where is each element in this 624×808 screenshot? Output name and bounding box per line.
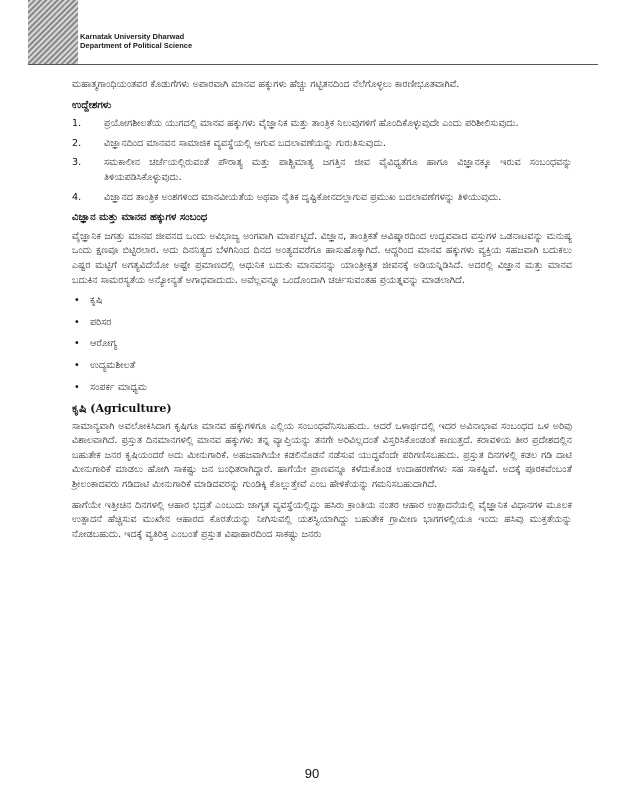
objective-text: ಪ್ರಯೋಗಶೀಲತೆಯ ಯುಗದಲ್ಲಿ ಮಾನವ ಹಕ್ಕುಗಳು ವೈಜ್ಞಾನಿಕ ಮತ್ತು ತಾಂತ್ರಿಕ ನಿಲುವುಗಳಿಗೆ ಹೊಂದಿಕೊಳ್ಳುವುದೇ ಎಂದು ಪರಿಶೀಲಿಸುವುದು. xyxy=(104,118,519,130)
header-decoration xyxy=(28,0,78,64)
header-department: Department of Political Science xyxy=(80,41,193,50)
topic-label: ಸಂಪರ್ಕ ಮಾಧ್ಯಮ xyxy=(90,381,147,393)
header-divider xyxy=(28,64,598,65)
objective-text: ಸಮಕಾಲೀನ ಚರ್ಚೆಯಲ್ಲಿರುವಂತೆ ಪೌರಾತ್ಯ ಮತ್ತು ಪಾಶ್ಚಿಮಾತ್ಯ ಜಗತ್ತಿನ ಜೀವ ವೈವಿಧ್ಯತೆಗೂ ಹಾಗೂ ವಿಜ್ಞಾನಕ್ಕೂ ಇರುವ ಸಂಬಂಧವನ್ನು ತಿಳಿಯಪಡಿಸಿಕೊಳ್ಳುವುದು. xyxy=(104,157,572,183)
objectives-list xyxy=(72,117,572,205)
objective-item xyxy=(72,156,572,185)
bullet-icon: • xyxy=(74,338,80,350)
objective-text: ವಿಜ್ಞಾನದ ತಾಂತ್ರಿಕ ಅಂಶಗಳಿಂದ ಮಾನವೀಯತೆಯ ಅಥವಾ ನೈತಿಕ ದೃಷ್ಟಿಕೋನದಲ್ಲಾಗುವ ಪ್ರಮುಖ ಬದಲಾವಣೆಗಳನ್ನು ತಿಳಿಯುವುದು. xyxy=(104,191,502,203)
objective-number: 1. xyxy=(72,118,82,130)
header-university: Karnatak University Dharwad xyxy=(80,32,185,41)
objective-item xyxy=(72,117,572,132)
page-header xyxy=(80,32,192,50)
topic-item xyxy=(72,316,572,331)
topic-item xyxy=(72,337,572,352)
topic-item xyxy=(72,359,572,374)
agriculture-paragraph-1: ಸಾಮಾನ್ಯವಾಗಿ ಅವಲೋಕಿಸಿದಾಗ ಕೃಷಿಗೂ ಮಾನವ ಹಕ್ಕುಗಳಿಗೂ ಎಲ್ಲಿಯ ಸಂಬಂಧವೆನಿಸಬಹುದು. ಆದರೆ ಒಳಾರ್ಥದಲ್ಲಿ ಇದರ ಅವಿನಾಭಾವ ಸಂಬಂಧದ ಒಳ ಅರಿವು ವಿಶಾಲವಾಗಿದೆ. ಪ್ರಸ್ತುತ ದಿನಮಾನಗಳಲ್ಲಿ ಮಾನವ ಹಕ್ಕುಗಳು ತನ್ನ ವ್ಯಾಪ್ತಿಯನ್ನು ತನಗೇ ಅರಿವಿಲ್ಲದಂತೆ ವಿಸ್ತರಿಸಿಕೊಂಡಂತೆ ಕಾಣುತ್ತದೆ. ಕರಾವಳಿಯ ತೀರ ಪ್ರದೇಶದಲ್ಲಿನ ಬಹುತೇಕ ಜನರ ಕೃಷಿಯಂದರೆ ಅದು ಮೀನುಗಾರಿಕೆ. ಅಹಜವಾಗಿಯೇ ಕಡಲಿನೊಡನೆ ನಡೆಸುವ ಯುದ್ಧವೆಂದೇ ಪರಿಗಣಿಸಬಹುದು. ಪ್ರಸ್ತುತ ದಿನಗಳಲ್ಲಿ ಕಡಲ ಗಡಿ ದಾಟಿ ಮೀನುಗಾರಿಕೆ ಮಾಡಲು ಹೋಗಿ ಸಾಕಷ್ಟು ಜನ ಬಂಧಿತರಾಗಿದ್ದಾರೆ. ಹಾಗೆಯೇ ಪ್ರಾಣವನ್ನೂ ಕಳೆದುಕೊಂಡ ಉದಾಹರಣೆಗಳು ಸಹ ಸಾಕಷ್ಟಿವೆ. ಅದಕ್ಕೆ ಪೂರಕವೆಂಬಂತೆ ಶ್ರೀಲಂಕಾದವರು ಗಡಿದಾಟಿ ಮೀನುಗಾರಿಕೆ ಮಾಡಿದವರನ್ನು ಗುಂಡಿಕ್ಕಿ ಕೊಲ್ಲುತ್ತೇವೆ ಎಂಬ ಹೇಳಿಕೆಯನ್ನು ಗಮನಿಸಬಹುದಾಗಿದೆ. xyxy=(72,420,572,491)
agriculture-heading-en: (Agriculture) xyxy=(90,402,172,416)
topic-label: ಕೃಷಿ xyxy=(90,295,103,307)
objective-item xyxy=(72,137,572,152)
bullet-icon: • xyxy=(74,381,80,393)
objective-number: 2. xyxy=(72,137,82,149)
science-human-rights-paragraph: ವೈಜ್ಞಾನಿಕ ಜಗತ್ತು ಮಾನವ ಜೀವನದ ಒಂದು ಅವಿಭಾಜ್ಯ ಅಂಗವಾಗಿ ಮಾರ್ಪಟ್ಟಿದೆ. ವಿಜ್ಞಾನ, ತಾಂತ್ರಿಕತೆ ಆವಿಷ್ಕಾರದಿಂದ ಉದ್ಭವವಾದ ವಸ್ತುಗಳ ಒಡನಾಟವನ್ನು ಮನುಷ್ಯ ಒಂದು ಕ್ಷಣವೂ ಬಿಟ್ಟಿರಲಾರ. ಅದು ದಿನನಿತ್ಯದ ಬೆಳಗಿನಿಂದ ದಿನದ ಅಂತ್ಯದವರೆಗೂ ಹಾಸುಹೊಕ್ಕಾಗಿದೆ. ಆದ್ದರಿಂದ ಮಾನವ ಹಕ್ಕುಗಳು ವ್ಯಕ್ತಿಯ ಸಹಜವಾಗಿ ಬದುಕಲು ಎಷ್ಟರ ಮಟ್ಟಿಗೆ ಅಗತ್ಯವಿದೆಯೋ ಅಷ್ಟೇ ಪ್ರಮಾಣದಲ್ಲಿ ಆಧುನಿಕ ಬದುಕು ಮಾನವನನ್ನು ಯಾಂತ್ರೀಕೃತ ಜೀವನಕ್ಕೆ ಅಡಿಯನ್ನಿಡಿಸಿದೆ. ಅದರಲ್ಲಿ ವಿಜ್ಞಾನ ಮತ್ತು ಮಾನವ ಬದುಕಿನ ಸಾಮರಸ್ಯತೆಯ ಅನ್ಯೋನ್ಯತೆ ಅಗಾಧವಾದುದು. ಅವೆಲ್ಲವನ್ನೂ ಒಂದೊಂದಾಗಿ ಚರ್ಚಿಸುವಂತಹ ಪ್ರಯತ್ನವನ್ನು ಮಾಡಲಾಗಿದೆ. xyxy=(72,230,572,286)
bullet-icon: • xyxy=(74,295,80,307)
intro-paragraph: ಮಹಾತ್ಮಗಾಂಧಿಯಂತವರ ಕೊಡುಗೆಗಳು ಅಪಾರವಾಗಿ ಮಾನವ ಹಕ್ಕುಗಳು ಹೆಚ್ಚು ಗಟ್ಟಿತನದಿಂದ ನೆಲೆಗೊಳ್ಳಲು ಕಾರಣೀಭೂತವಾಗಿವೆ. xyxy=(72,79,460,90)
objective-text: ವಿಜ್ಞಾನದಿಂದ ಮಾನವನ ಸಾಮಾಜಿಕ ವ್ಯವಸ್ಥೆಯಲ್ಲಿ ಆಗುವ ಬದಲಾವಣೆಯನ್ನು ಗುರುತಿಸುವುದು. xyxy=(104,137,386,149)
objective-item xyxy=(72,191,572,206)
page-number: 90 xyxy=(304,766,320,781)
agriculture-paragraph-2: ಹಾಗೆಯೇ ಇತ್ತೀಚಿನ ದಿನಗಳಲ್ಲಿ ಆಹಾರ ಭದ್ರತೆ ಎಂಬುದು ಜಾಗೃತ ವ್ಯವಸ್ಥೆಯಲ್ಲಿದ್ದು ಹಸಿರು ಕ್ರಾಂತಿಯ ನಂತರ ಆಹಾರ ಉತ್ಪಾದನೆಯಲ್ಲಿ ವೈಜ್ಞಾನಿಕ ವಿಧಾನಗಳ ಮೂಲಕ ಉತ್ಪಾದನೆ ಹೆಚ್ಚಿಸುವ ಮುಖೇನ ಆಹಾರದ ಕೊರತೆಯನ್ನು ನೀಗಿಸುವಲ್ಲಿ ಯಶಸ್ವಿಯಾಗಿದ್ದು ಬಹುತೇಕ ಗ್ರಾಮೀಣ ಭಾಗಗಳಲ್ಲಿಯೂ ಇಂದು ಹಸಿವು ಮುಕ್ತತೆಯನ್ನು ನೋಡಬಹುದು. ಇದಕ್ಕೆ ವ್ಯತಿರಿಕ್ತ ಎಂಬಂತೆ ಪ್ರಸ್ತುತ ವಿಷಾಹಾರದಿಂದ ಸಾಕಷ್ಟು ಜನರು xyxy=(72,499,572,540)
topics-list xyxy=(72,294,572,395)
topic-item xyxy=(72,294,572,309)
bullet-icon: • xyxy=(74,316,80,328)
objectives-heading: ಉದ್ದೇಶಗಳು xyxy=(72,99,112,111)
topic-item xyxy=(72,381,572,396)
page-content xyxy=(72,78,572,548)
bullet-icon: • xyxy=(74,359,80,371)
agriculture-heading xyxy=(72,402,572,417)
agriculture-heading-kn: ಕೃಷಿ xyxy=(72,402,91,416)
science-human-rights-heading: ವಿಜ್ಞಾನ ಮತ್ತು ಮಾನವ ಹಕ್ಕುಗಳ ಸಂಬಂಧ xyxy=(72,212,208,224)
topic-label: ಉದ್ಯಮಶೀಲತೆ xyxy=(90,359,136,371)
objective-number: 3. xyxy=(72,157,82,169)
objective-number: 4. xyxy=(72,191,82,203)
topic-label: ಆರೋಗ್ಯ xyxy=(90,338,118,350)
topic-label: ಪರಿಸರ xyxy=(90,316,112,328)
